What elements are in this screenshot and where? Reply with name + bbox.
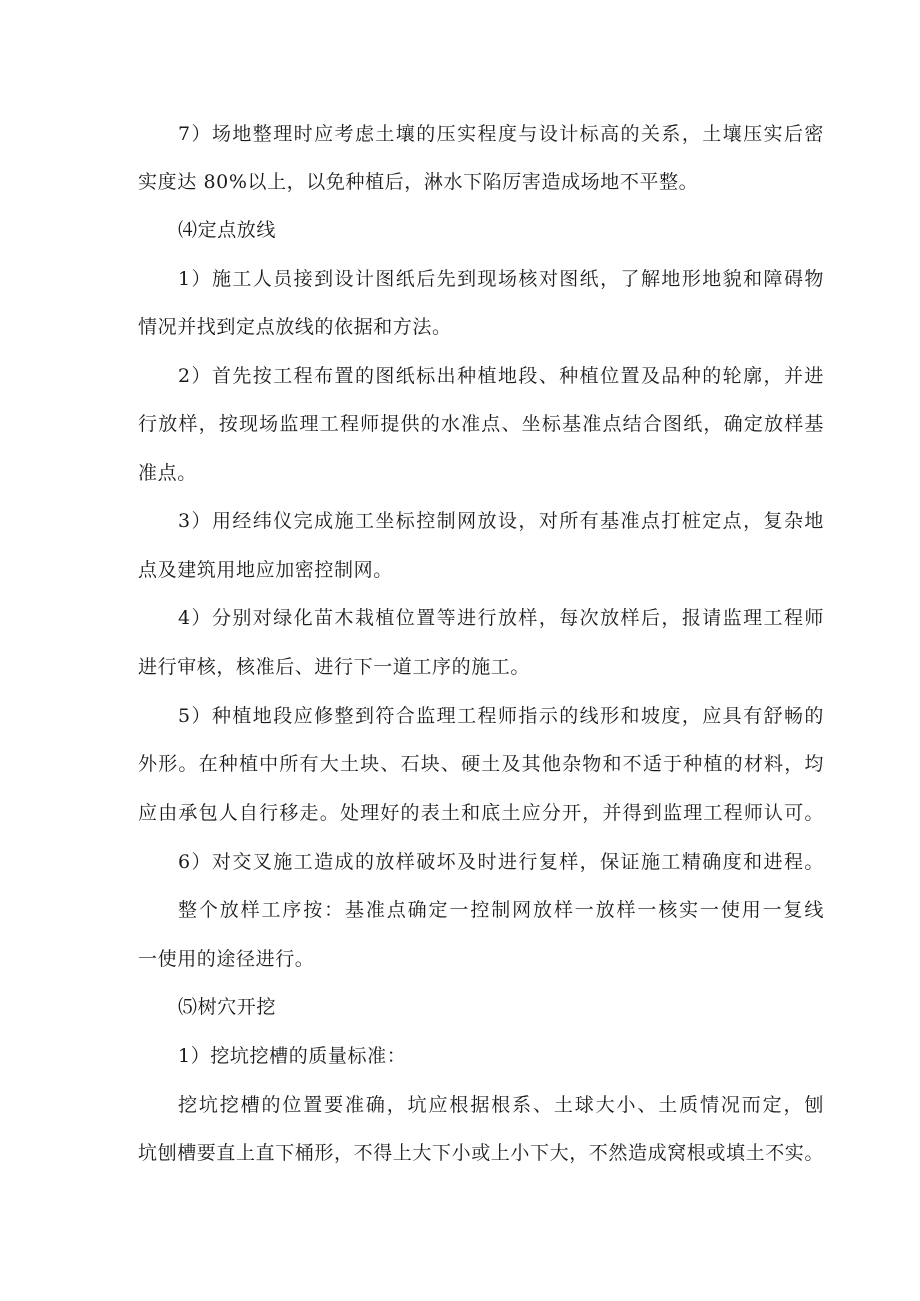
text-line: 6）对交叉施工造成的放样破坏及时进行复样，保证施工精确度和进程。: [178, 851, 824, 873]
text-line: 坑刨槽要直上直下桶形，不得上大下小或上小下大，不然造成窝根或填土不实。: [138, 1142, 825, 1164]
text-line: 应由承包人自行移走。处理好的表土和底土应分开，并得到监理工程师认可。: [138, 802, 824, 824]
text-line: 2）首先按工程布置的图纸标出种植地段、种植位置及品种的轮廓，并进: [178, 365, 824, 387]
text-line: 挖坑挖槽的位置要准确，坑应根据根系、土球大小、土质情况而定，刨: [178, 1094, 824, 1116]
text-line: 外形。在种植中所有大土块、石块、硬土及其他杂物和不适于种植的材料，均: [138, 753, 824, 775]
text-line: 准点。: [138, 462, 197, 484]
text-line: 实度达 80%以上，以免种植后，淋水下陷厉害造成场地不平整。: [138, 171, 699, 193]
text-line: 3）用经纬仪完成施工坐标控制网放设，对所有基准点打桩定点，复杂地: [178, 510, 824, 532]
text-line: 5）种植地段应修整到符合监理工程师指示的线形和坡度，应具有舒畅的: [178, 705, 824, 727]
text-line: 4）分别对绿化苗木栽植位置等进行放样，每次放样后，报请监理工程师: [178, 607, 824, 629]
text-line: 7）场地整理时应考虑土壤的压实程度与设计标高的关系，土壤压实后密: [178, 123, 824, 145]
section-heading: ⑸树穴开挖: [178, 996, 277, 1018]
section-heading: ⑷定点放线: [178, 219, 277, 241]
text-line: 情况并找到定点放线的依据和方法。: [138, 316, 452, 338]
text-line: 1）挖坑挖槽的质量标准：: [178, 1045, 407, 1067]
text-line: 一使用的途径进行。: [138, 948, 315, 970]
text-line: 点及建筑用地应加密控制网。: [138, 559, 393, 581]
text-line: 整个放样工序按：基准点确定一控制网放样一放样一核实一使用一复线: [178, 899, 824, 921]
text-line: 行放样，按现场监理工程师提供的水准点、坐标基准点结合图纸，确定放样基: [138, 413, 824, 435]
text-line: 1）施工人员接到设计图纸后先到现场核对图纸，了解地形地貌和障碍物: [178, 268, 824, 290]
text-line: 进行审核，核准后、进行下一道工序的施工。: [138, 656, 531, 678]
